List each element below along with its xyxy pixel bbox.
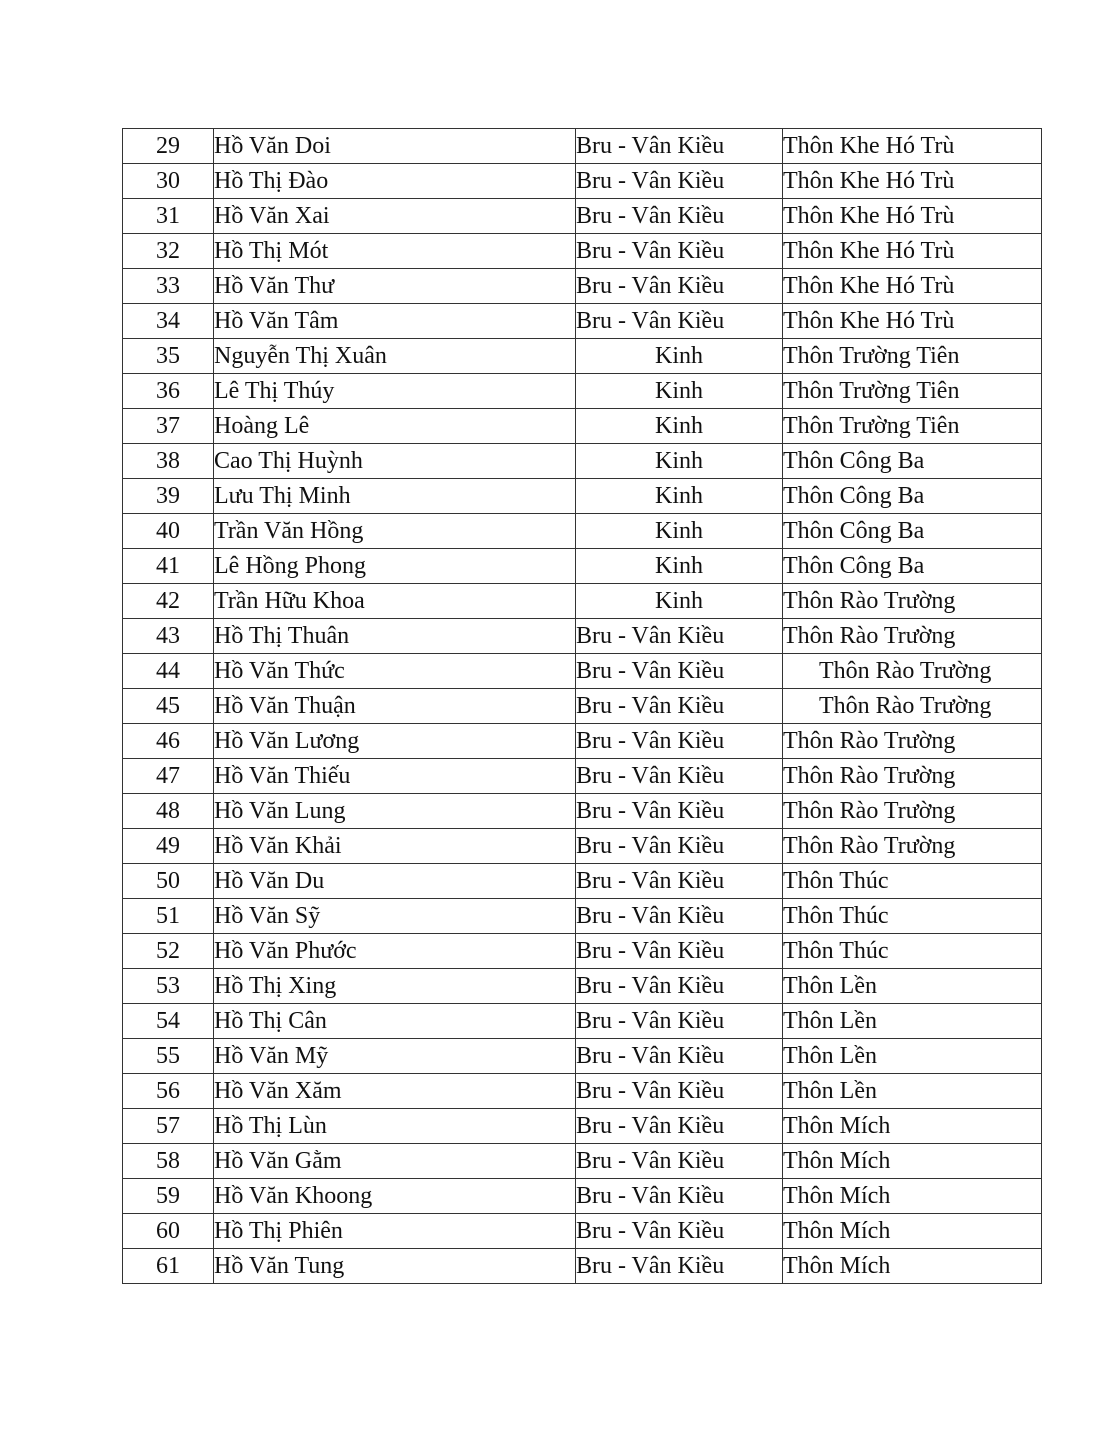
ethnicity-cell: Bru - Vân Kiều — [576, 1179, 783, 1214]
row-number-cell: 42 — [123, 584, 214, 619]
ethnicity-cell: Bru - Vân Kiều — [576, 199, 783, 234]
village-cell: Thôn Trường Tiên — [783, 409, 1042, 444]
household-table — [122, 128, 1042, 1284]
name-cell: Hồ Văn Tâm — [214, 304, 576, 339]
name-cell: Hoàng Lê — [214, 409, 576, 444]
ethnicity-cell: Bru - Vân Kiều — [576, 794, 783, 829]
ethnicity-cell: Bru - Vân Kiều — [576, 934, 783, 969]
name-cell: Cao Thị Huỳnh — [214, 444, 576, 479]
village-cell: Thôn Lền — [783, 1004, 1042, 1039]
village-cell: Thôn Công Ba — [783, 514, 1042, 549]
row-number-cell: 37 — [123, 409, 214, 444]
ethnicity-cell: Bru - Vân Kiều — [576, 654, 783, 689]
ethnicity-cell: Bru - Vân Kiều — [576, 864, 783, 899]
row-number-cell: 39 — [123, 479, 214, 514]
ethnicity-cell: Kinh — [576, 409, 783, 444]
row-number-cell: 52 — [123, 934, 214, 969]
village-cell: Thôn Rào Trường — [783, 654, 1042, 689]
village-cell: Thôn Thúc — [783, 864, 1042, 899]
village-cell: Thôn Trường Tiên — [783, 339, 1042, 374]
village-cell: Thôn Khe Hó Trù — [783, 304, 1042, 339]
row-number-cell: 53 — [123, 969, 214, 1004]
row-number-cell: 55 — [123, 1039, 214, 1074]
table-body — [123, 129, 1042, 1284]
name-cell: Hồ Văn Thuận — [214, 689, 576, 724]
row-number-cell: 41 — [123, 549, 214, 584]
name-cell: Trần Văn Hồng — [214, 514, 576, 549]
table-row — [123, 1004, 1042, 1039]
table-row — [123, 479, 1042, 514]
village-cell: Thôn Khe Hó Trù — [783, 199, 1042, 234]
table-row — [123, 899, 1042, 934]
ethnicity-cell: Bru - Vân Kiều — [576, 829, 783, 864]
ethnicity-cell: Kinh — [576, 584, 783, 619]
table-row — [123, 1074, 1042, 1109]
table-row — [123, 584, 1042, 619]
table-row — [123, 339, 1042, 374]
name-cell: Hồ Văn Lung — [214, 794, 576, 829]
name-cell: Hồ Thị Đào — [214, 164, 576, 199]
village-cell: Thôn Công Ba — [783, 549, 1042, 584]
name-cell: Hồ Văn Thức — [214, 654, 576, 689]
name-cell: Hồ Văn Mỹ — [214, 1039, 576, 1074]
village-cell: Thôn Rào Trường — [783, 584, 1042, 619]
row-number-cell: 48 — [123, 794, 214, 829]
name-cell: Hồ Văn Khải — [214, 829, 576, 864]
name-cell: Hồ Thị Cân — [214, 1004, 576, 1039]
village-cell: Thôn Khe Hó Trù — [783, 164, 1042, 199]
ethnicity-cell: Bru - Vân Kiều — [576, 969, 783, 1004]
name-cell: Hồ Văn Lương — [214, 724, 576, 759]
row-number-cell: 36 — [123, 374, 214, 409]
ethnicity-cell: Bru - Vân Kiều — [576, 724, 783, 759]
row-number-cell: 59 — [123, 1179, 214, 1214]
table-row — [123, 444, 1042, 479]
name-cell: Hồ Thị Xing — [214, 969, 576, 1004]
table-row — [123, 199, 1042, 234]
table-row — [123, 689, 1042, 724]
table-row — [123, 1249, 1042, 1284]
name-cell: Hồ Văn Thư — [214, 269, 576, 304]
table-row — [123, 759, 1042, 794]
ethnicity-cell: Bru - Vân Kiều — [576, 1039, 783, 1074]
row-number-cell: 50 — [123, 864, 214, 899]
village-cell: Thôn Mích — [783, 1109, 1042, 1144]
name-cell: Hồ Văn Xăm — [214, 1074, 576, 1109]
row-number-cell: 29 — [123, 129, 214, 164]
name-cell: Hồ Văn Xai — [214, 199, 576, 234]
ethnicity-cell: Bru - Vân Kiều — [576, 899, 783, 934]
ethnicity-cell: Bru - Vân Kiều — [576, 164, 783, 199]
village-cell: Thôn Rào Trường — [783, 619, 1042, 654]
name-cell: Hồ Thị Thuân — [214, 619, 576, 654]
ethnicity-cell: Bru - Vân Kiều — [576, 619, 783, 654]
ethnicity-cell: Kinh — [576, 549, 783, 584]
table-row — [123, 1144, 1042, 1179]
name-cell: Lưu Thị Minh — [214, 479, 576, 514]
village-cell: Thôn Thúc — [783, 899, 1042, 934]
row-number-cell: 49 — [123, 829, 214, 864]
table-row — [123, 654, 1042, 689]
table-row — [123, 969, 1042, 1004]
table-row — [123, 864, 1042, 899]
ethnicity-cell: Bru - Vân Kiều — [576, 1004, 783, 1039]
table-row — [123, 409, 1042, 444]
table-row — [123, 619, 1042, 654]
ethnicity-cell: Bru - Vân Kiều — [576, 689, 783, 724]
village-cell: Thôn Lền — [783, 969, 1042, 1004]
village-cell: Thôn Mích — [783, 1214, 1042, 1249]
table-row — [123, 1039, 1042, 1074]
ethnicity-cell: Kinh — [576, 339, 783, 374]
name-cell: Hồ Thị Lùn — [214, 1109, 576, 1144]
table-row — [123, 934, 1042, 969]
row-number-cell: 35 — [123, 339, 214, 374]
village-cell: Thôn Công Ba — [783, 479, 1042, 514]
row-number-cell: 45 — [123, 689, 214, 724]
ethnicity-cell: Bru - Vân Kiều — [576, 129, 783, 164]
table-row — [123, 1109, 1042, 1144]
row-number-cell: 32 — [123, 234, 214, 269]
table-row — [123, 304, 1042, 339]
row-number-cell: 34 — [123, 304, 214, 339]
village-cell: Thôn Rào Trường — [783, 829, 1042, 864]
ethnicity-cell: Kinh — [576, 479, 783, 514]
name-cell: Lê Thị Thúy — [214, 374, 576, 409]
village-cell: Thôn Lền — [783, 1039, 1042, 1074]
name-cell: Hồ Thị Phiên — [214, 1214, 576, 1249]
row-number-cell: 38 — [123, 444, 214, 479]
ethnicity-cell: Bru - Vân Kiều — [576, 269, 783, 304]
village-cell: Thôn Khe Hó Trù — [783, 234, 1042, 269]
ethnicity-cell: Bru - Vân Kiều — [576, 759, 783, 794]
village-cell: Thôn Rào Trường — [783, 689, 1042, 724]
row-number-cell: 54 — [123, 1004, 214, 1039]
village-cell: Thôn Công Ba — [783, 444, 1042, 479]
village-cell: Thôn Mích — [783, 1249, 1042, 1284]
village-cell: Thôn Rào Trường — [783, 794, 1042, 829]
table-row — [123, 794, 1042, 829]
name-cell: Lê Hồng Phong — [214, 549, 576, 584]
table-row — [123, 1214, 1042, 1249]
name-cell: Hồ Văn Doi — [214, 129, 576, 164]
name-cell: Hồ Văn Sỹ — [214, 899, 576, 934]
name-cell: Hồ Văn Du — [214, 864, 576, 899]
table-row — [123, 129, 1042, 164]
village-cell: Thôn Mích — [783, 1179, 1042, 1214]
table-row — [123, 374, 1042, 409]
table-row — [123, 269, 1042, 304]
row-number-cell: 58 — [123, 1144, 214, 1179]
ethnicity-cell: Bru - Vân Kiều — [576, 304, 783, 339]
ethnicity-cell: Bru - Vân Kiều — [576, 1144, 783, 1179]
name-cell: Trần Hữu Khoa — [214, 584, 576, 619]
ethnicity-cell: Kinh — [576, 444, 783, 479]
row-number-cell: 30 — [123, 164, 214, 199]
table-row — [123, 549, 1042, 584]
name-cell: Hồ Văn Tung — [214, 1249, 576, 1284]
village-cell: Thôn Thúc — [783, 934, 1042, 969]
ethnicity-cell: Bru - Vân Kiều — [576, 1249, 783, 1284]
village-cell: Thôn Khe Hó Trù — [783, 129, 1042, 164]
village-cell: Thôn Mích — [783, 1144, 1042, 1179]
name-cell: Hồ Văn Phước — [214, 934, 576, 969]
row-number-cell: 57 — [123, 1109, 214, 1144]
table-row — [123, 1179, 1042, 1214]
village-cell: Thôn Khe Hó Trù — [783, 269, 1042, 304]
ethnicity-cell: Bru - Vân Kiều — [576, 1214, 783, 1249]
name-cell: Hồ Văn Thiếu — [214, 759, 576, 794]
name-cell: Hồ Văn Khoong — [214, 1179, 576, 1214]
name-cell: Hồ Thị Mót — [214, 234, 576, 269]
table-row — [123, 164, 1042, 199]
row-number-cell: 43 — [123, 619, 214, 654]
row-number-cell: 46 — [123, 724, 214, 759]
table-row — [123, 829, 1042, 864]
row-number-cell: 56 — [123, 1074, 214, 1109]
table-row — [123, 724, 1042, 759]
row-number-cell: 31 — [123, 199, 214, 234]
village-cell: Thôn Trường Tiên — [783, 374, 1042, 409]
row-number-cell: 51 — [123, 899, 214, 934]
ethnicity-cell: Bru - Vân Kiều — [576, 234, 783, 269]
ethnicity-cell: Kinh — [576, 514, 783, 549]
table-row — [123, 514, 1042, 549]
ethnicity-cell: Bru - Vân Kiều — [576, 1109, 783, 1144]
row-number-cell: 47 — [123, 759, 214, 794]
village-cell: Thôn Rào Trường — [783, 724, 1042, 759]
row-number-cell: 60 — [123, 1214, 214, 1249]
table-row — [123, 234, 1042, 269]
row-number-cell: 33 — [123, 269, 214, 304]
ethnicity-cell: Kinh — [576, 374, 783, 409]
row-number-cell: 40 — [123, 514, 214, 549]
village-cell: Thôn Rào Trường — [783, 759, 1042, 794]
name-cell: Nguyễn Thị Xuân — [214, 339, 576, 374]
name-cell: Hồ Văn Gằm — [214, 1144, 576, 1179]
row-number-cell: 44 — [123, 654, 214, 689]
ethnicity-cell: Bru - Vân Kiều — [576, 1074, 783, 1109]
village-cell: Thôn Lền — [783, 1074, 1042, 1109]
row-number-cell: 61 — [123, 1249, 214, 1284]
